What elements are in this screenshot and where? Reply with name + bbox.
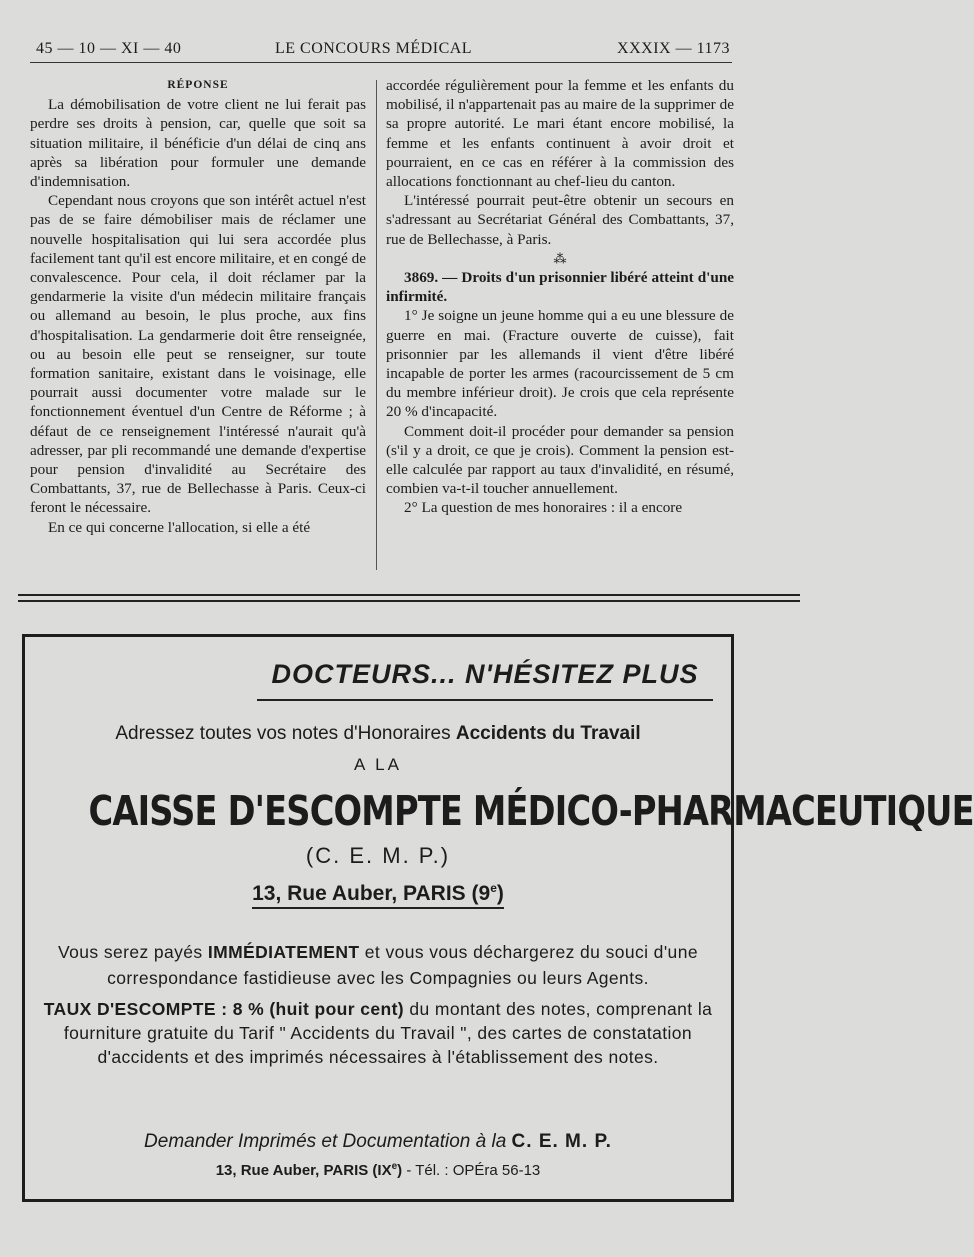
ad-contact-phone: - Tél. : OPÉra 56-13 bbox=[406, 1162, 541, 1179]
ad-address-sup: e bbox=[490, 881, 497, 895]
ad-payment-paragraph bbox=[35, 939, 721, 991]
ad-rate-paragraph bbox=[35, 997, 721, 1069]
ad-para1-bold: IMMÉDIATEMENT bbox=[207, 942, 360, 962]
ad-demander-text: Demander Imprimés et Documentation à la bbox=[144, 1131, 507, 1152]
advertisement bbox=[22, 634, 974, 1202]
column-divider bbox=[376, 80, 377, 570]
ad-request-line bbox=[25, 1131, 731, 1153]
ad-contact-line bbox=[25, 1161, 731, 1179]
ad-para1-suffix: et vous vous déchargerez du souci d'une correspondance fastidieuse avec les Compagnies ou leurs Agents. bbox=[107, 942, 698, 988]
ad-company-name: CAISSE D'ESCOMPTE MÉDICO-PHARMACEUTIQUE bbox=[88, 787, 974, 835]
ad-a-la: A LA bbox=[354, 755, 402, 774]
issue-date: 45 — 10 — XI — 40 bbox=[36, 40, 182, 57]
question-number: 3869. — bbox=[404, 269, 458, 287]
question-title: Droits d'un prisonnier libéré atteint d'une infirmité. bbox=[386, 269, 735, 306]
asterism: ⁂ bbox=[553, 250, 567, 266]
question-paragraph: Comment doit-il procéder pour demander sa pension (s'il y a droit, ce que je crois). Comment la pension est-elle calculée par rapport au taux d'invalidité, en résumé, combien va-t-il toucher annuellement. bbox=[386, 422, 734, 498]
ad-contact-address: 13, Rue Auber, PARIS (IX bbox=[215, 1162, 392, 1179]
ad-intro-text: Adressez toutes vos notes d'Honoraires bbox=[115, 723, 451, 744]
ad-acronym: (C. E. M. P.) bbox=[305, 843, 451, 868]
left-column bbox=[30, 76, 366, 537]
right-paragraph: accordée régulièrement pour la femme et les enfants du mobilisé, il n'appartenait pas au maire de la supprimer de sa propre autorité. Le mari étant encore mobilisé, la femme et les enfants continuent à avoir droit et pourraient, en ce cas en référer à la commission des allocations fonctionnant au chef-lieu du canton. bbox=[386, 77, 734, 191]
question-heading bbox=[386, 268, 734, 306]
right-column bbox=[386, 76, 734, 518]
response-heading: RÉPONSE bbox=[167, 79, 229, 91]
ad-para2-suffix: du montant des notes, comprenant la fourniture gratuite du Tarif " Accidents du Travail ", des cartes de constatation d'accidents et des imprimés nécessaires à l'établissement des notes. bbox=[63, 999, 713, 1067]
header-rule bbox=[30, 62, 732, 63]
ad-para2-bold: TAUX D'ESCOMPTE : 8 % (huit pour cent) bbox=[43, 999, 405, 1019]
ad-address-end: ) bbox=[497, 882, 504, 909]
running-header bbox=[30, 40, 730, 62]
question-paragraph: 2° La question de mes honoraires : il a encore bbox=[404, 499, 683, 517]
journal-title: LE CONCOURS MÉDICAL bbox=[275, 40, 473, 57]
ad-address-text: 13, Rue Auber, PARIS (9 bbox=[252, 882, 490, 909]
left-paragraph: En ce qui concerne l'allocation, si elle a été bbox=[48, 518, 311, 536]
question-paragraph: 1° Je soigne un jeune homme qui a eu une blessure de guerre en mai. (Fracture ouverte de cuisse), fait prisonnier par les allemands il vient d'être libéré incapable de porter les armes (racourcissement de 5 cm du membre inférieur droit). Je crois que cela représente 20 % d'incapacité. bbox=[386, 307, 734, 421]
left-paragraph: Cependant nous croyons que son intérêt actuel n'est pas de se faire démobiliser mais de réclamer une nouvelle hospitalisation qui lui sera accordée plus facilement tant qu'il est encore militaire, et en congé de convalescence. Pour cela, il doit réclamer par la gendarmerie la visite d'un médecin militaire français ou allemand au besoin, le plus proche, aux fins d'hospitalisation. La gendarmerie doit être renseignée, ou au besoin elle peut se renseigner, sur toute formation sanitaire, existant dans le voisinage, elle pourrait aussi documenter votre malade sur le fonctionnement éventuel d'un Centre de Réforme ; à défaut de ce renseignement l'intéressé n'aurait qu'à adresser, par pli recommandé une demande d'expertise pour pension d'invalidité au Secrétaire des Combattants, 37, rue de Bellechasse à Paris. Ceux-ci feront le nécessaire. bbox=[30, 192, 366, 517]
left-paragraph: La démobilisation de votre client ne lui ferait pas perdre ses droits à pension, car, quelle que soit sa situation militaire, il bénéficie d'un délai de cinq ans après sa libération pour formuler une demande d'indemnisation. bbox=[30, 96, 366, 191]
ad-para1-prefix: Vous serez payés bbox=[58, 942, 203, 962]
section-rule-top bbox=[18, 594, 800, 596]
ad-contact-sup: e bbox=[391, 1161, 398, 1172]
right-paragraph: L'intéressé pourrait peut-être obtenir un secours en s'adressant au Secrétariat Général des Combattants, 37, rue de Bellechasse, à Paris. bbox=[386, 192, 734, 248]
ad-title-rule bbox=[257, 699, 713, 701]
ad-title: DOCTEURS... N'HÉSITEZ PLUS bbox=[271, 659, 699, 689]
ad-contact-close: ) bbox=[397, 1162, 403, 1179]
ad-intro-bold: Accidents du Travail bbox=[455, 723, 641, 744]
ad-address bbox=[25, 881, 731, 906]
page-number: XXXIX — 1173 bbox=[617, 40, 730, 57]
ad-intro bbox=[25, 723, 731, 745]
ad-demander-bold: C. E. M. P. bbox=[511, 1131, 612, 1152]
section-rule-bottom bbox=[18, 600, 800, 602]
